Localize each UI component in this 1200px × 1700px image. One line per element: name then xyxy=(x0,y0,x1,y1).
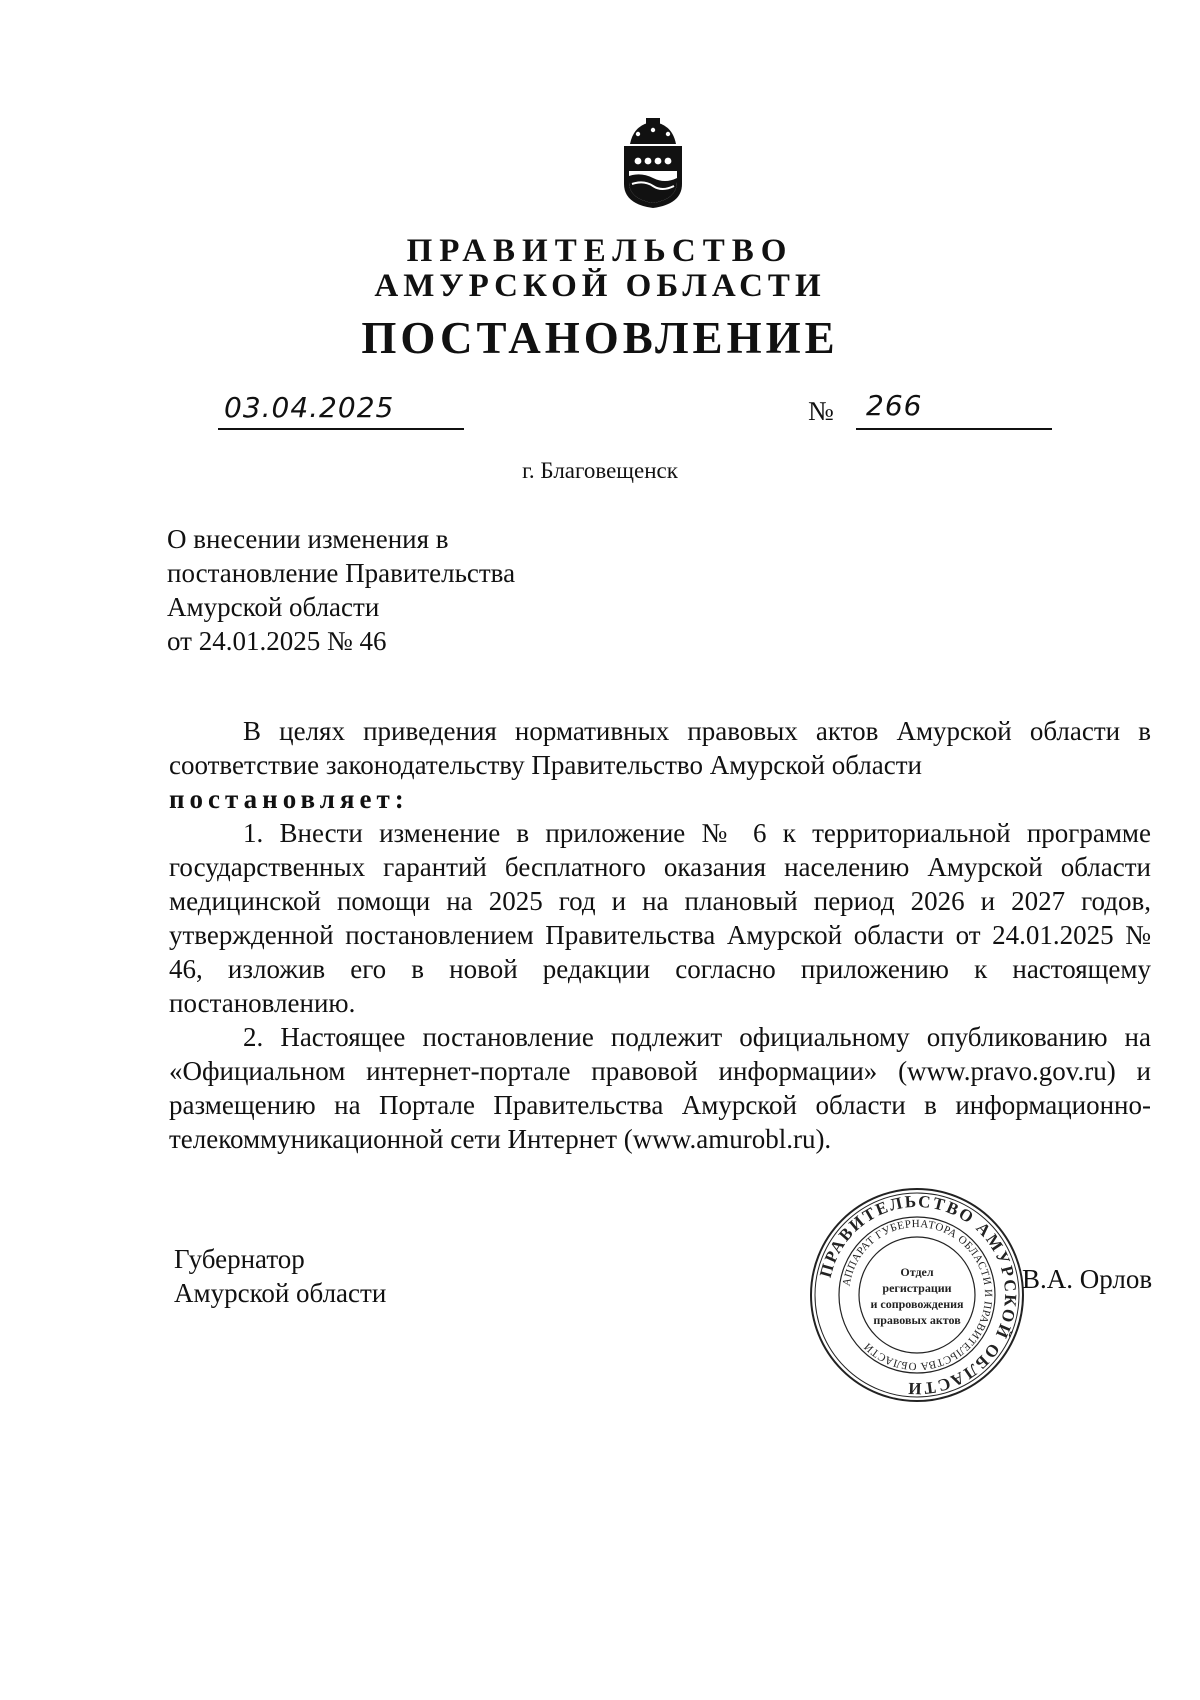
signatory-position-line: Амурской области xyxy=(174,1278,387,1308)
stamp-center-line: и сопровождения xyxy=(870,1297,964,1311)
svg-text:АППАРАТ ГУБЕРНАТОРА ОБЛАСТИ И xyxy=(841,1218,995,1372)
date-underline xyxy=(218,428,464,430)
stamp-outer-text: ПРАВИТЕЛЬСТВО АМУРСКОЙ ОБЛАСТИ xyxy=(815,1191,1021,1399)
city-line: г. Благовещенск xyxy=(522,458,678,483)
stamp-center-line: Отдел xyxy=(900,1265,934,1279)
document-type-title: ПОСТАНОВЛЕНИЕ xyxy=(361,313,839,363)
stamp-center-line: правовых актов xyxy=(873,1313,961,1327)
government-title-line2: АМУРСКОЙ ОБЛАСТИ xyxy=(374,268,826,304)
signatory-position xyxy=(174,1242,386,1310)
number-sign: № xyxy=(808,396,834,426)
subject-line: постановление Правительства xyxy=(167,558,516,588)
document-number: 266 xyxy=(866,389,923,422)
body-item-1: 1. Внести изменение в приложение № 6 к территориальной программе государственных гарантий бесплатного оказания населению Амурской области медицинской помощи на 2025 год и на плановый период 2026 и 2027 годов, утвержденной постановлением Правительства Амурской области от 24.01.2025 № 46, изложив его в новой редакции согласно приложению к настоящему постановлению. xyxy=(169,818,1151,1018)
body-item-2: 2. Настоящее постановление подлежит официальному опубликованию на «Официальном интернет-портале правовой информации» (www.pravo.gov.ru) и размещению на Портале Правительства Амурской области в информационно-телекоммуникационной сети Интернет (www.amurobl.ru). xyxy=(169,1022,1151,1154)
body-decides-word: постановляет: xyxy=(169,784,409,814)
stamp-center-line: регистрации xyxy=(882,1281,952,1295)
signatory-name: В.А. Орлов xyxy=(1022,1264,1153,1294)
government-title-line1: ПРАВИТЕЛЬСТВО xyxy=(406,233,794,269)
document-subject xyxy=(167,522,515,658)
amur-region-coat-of-arms-icon xyxy=(616,118,690,210)
official-stamp xyxy=(808,1186,1026,1404)
document-body xyxy=(169,714,1151,1156)
stamp-ring-text: АППАРАТ ГУБЕРНАТОРА ОБЛАСТИ И ПРАВИТЕЛЬСТВА ОБЛАСТИ xyxy=(840,1217,995,1373)
document-date: 03.04.2025 xyxy=(224,391,395,424)
signatory-position-line: Губернатор xyxy=(174,1244,305,1274)
subject-line: О внесении изменения в xyxy=(167,524,449,554)
subject-line: от 24.01.2025 № 46 xyxy=(167,626,387,656)
subject-line: Амурской области xyxy=(167,592,380,622)
body-intro-paragraph: В целях приведения нормативных правовых актов Амурской области в соответствие законодательству Правительство Амурской области xyxy=(169,716,1151,780)
number-underline xyxy=(856,428,1052,430)
